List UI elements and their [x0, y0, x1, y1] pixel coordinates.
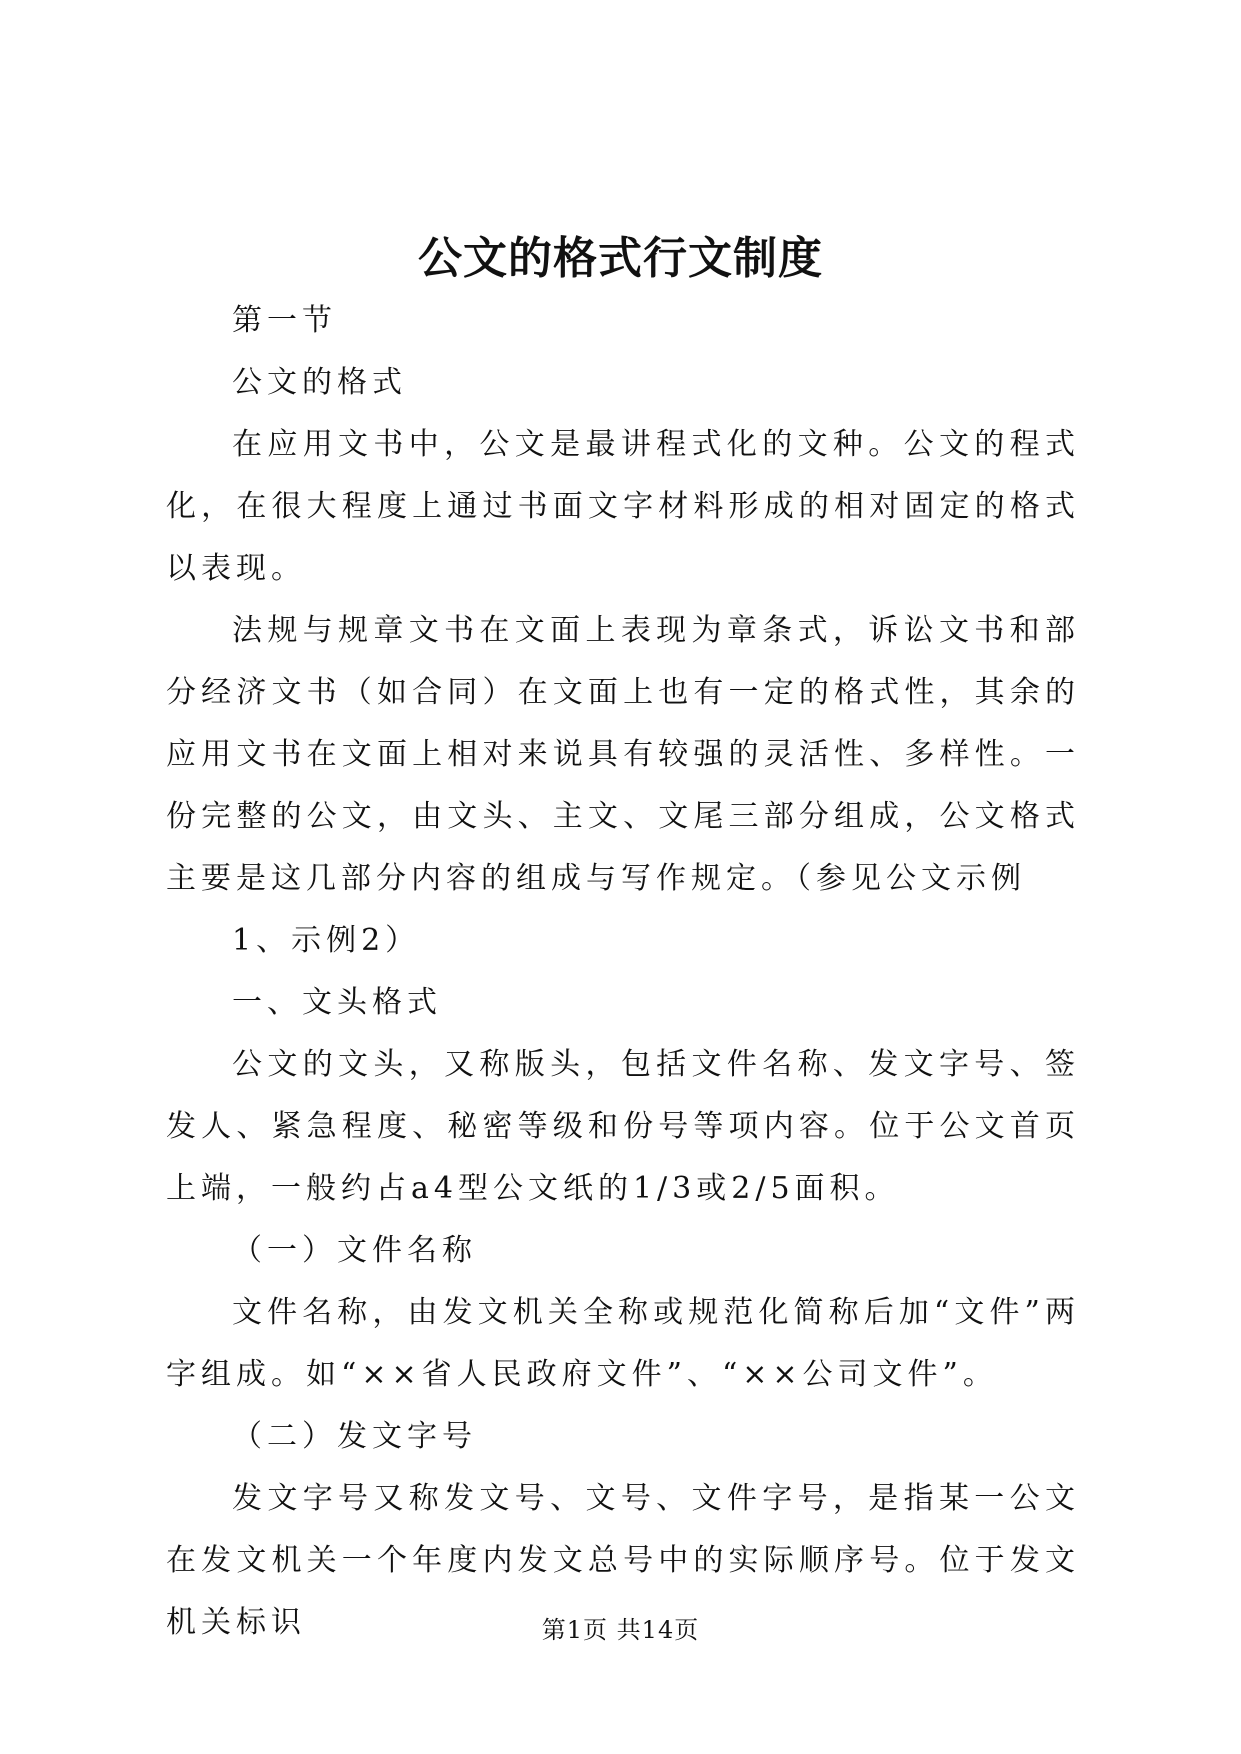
body-paragraph: 文件名称，由发文机关全称或规范化简称后加“文件”两字组成。如“××省人民政府文件”、“××公司文件”。: [166, 1295, 1080, 1392]
subsection-heading: （一）文件名称: [232, 1233, 477, 1268]
subsection-heading: 公文的格式: [232, 365, 407, 400]
subsection-heading: （二）发文字号: [232, 1419, 477, 1454]
document-body: [166, 290, 1080, 1654]
body-paragraph: 公文的文头，又称版头，包括文件名称、发文字号、签发人、紧急程度、秘密等级和份号等项内容。位于公文首页上端，一般约占a4型公文纸的1/3或2/5面积。: [166, 1047, 1080, 1206]
body-paragraph: 1、示例2）: [232, 923, 421, 958]
body-paragraph: 发文字号又称发文号、文号、文件字号，是指某一公文在发文机关一个年度内发文总号中的实际顺序号。位于发文机关标识: [166, 1481, 1080, 1640]
page-number: 第1页 共14页: [541, 1616, 700, 1644]
body-paragraph: 在应用文书中，公文是最讲程式化的文种。公文的程式化，在很大程度上通过书面文字材料形成的相对固定的格式以表现。: [166, 427, 1080, 586]
subsection-heading: 一、文头格式: [232, 985, 442, 1020]
section-heading: 第一节: [232, 303, 337, 338]
document-title: 公文的格式行文制度: [418, 233, 823, 284]
body-paragraph: 法规与规章文书在文面上表现为章条式，诉讼文书和部分经济文书（如合同）在文面上也有一定的格式性，其余的应用文书在文面上相对来说具有较强的灵活性、多样性。一份完整的公文，由文头、主文、文尾三部分组成，公文格式主要是这几部分内容的组成与写作规定。（参见公文示例: [166, 613, 1080, 896]
